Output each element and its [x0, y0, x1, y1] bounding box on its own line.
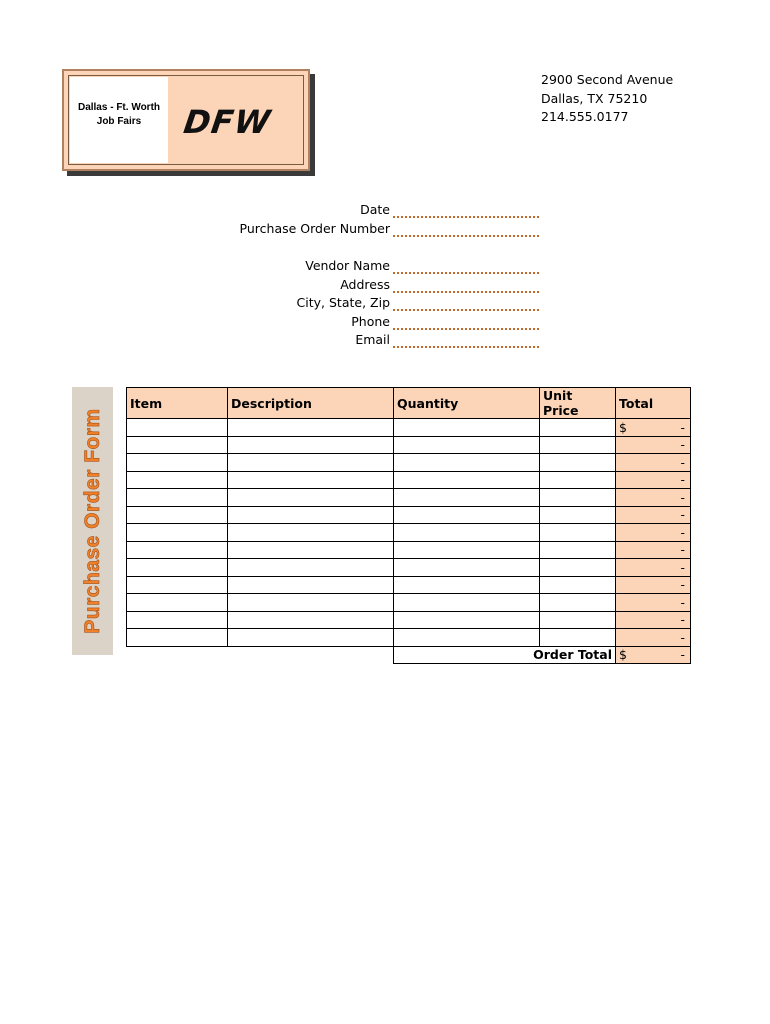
- row-total-value: -: [680, 454, 685, 470]
- order-total-value: -: [680, 647, 685, 663]
- description-cell[interactable]: [228, 454, 394, 472]
- company-name-line1: Dallas - Ft. Worth: [77, 102, 161, 113]
- table-row: [127, 454, 691, 472]
- quantity-cell[interactable]: [394, 436, 540, 454]
- phone-label: Phone: [351, 314, 390, 329]
- total-cell: [616, 524, 691, 542]
- table-row: [127, 576, 691, 594]
- row-total-value: -: [680, 419, 685, 435]
- quantity-cell[interactable]: [394, 524, 540, 542]
- unit-price-cell[interactable]: [540, 629, 616, 647]
- row-total-value: -: [680, 577, 685, 593]
- unit-price-cell[interactable]: [540, 559, 616, 577]
- item-cell[interactable]: [127, 576, 228, 594]
- date-label: Date: [360, 202, 390, 217]
- description-cell[interactable]: [228, 489, 394, 507]
- vendor-name-label: Vendor Name: [305, 258, 390, 273]
- email-label: Email: [355, 332, 390, 347]
- item-cell[interactable]: [127, 419, 228, 437]
- address-field[interactable]: [393, 291, 539, 293]
- order-total-cell: [616, 646, 691, 664]
- quantity-cell[interactable]: [394, 541, 540, 559]
- header-quantity: Quantity: [394, 388, 540, 419]
- row-total-value: -: [680, 437, 685, 453]
- form-title: Purchase Order Form: [80, 408, 104, 634]
- total-cell: [616, 541, 691, 559]
- total-cell: [616, 471, 691, 489]
- row-total-value: -: [680, 629, 685, 645]
- description-cell[interactable]: [228, 524, 394, 542]
- address-label: Address: [340, 277, 390, 292]
- header-description: Description: [228, 388, 394, 419]
- item-cell[interactable]: [127, 559, 228, 577]
- description-cell[interactable]: [228, 419, 394, 437]
- quantity-cell[interactable]: [394, 471, 540, 489]
- item-cell[interactable]: [127, 471, 228, 489]
- item-cell[interactable]: [127, 454, 228, 472]
- table-row: [127, 489, 691, 507]
- date-field[interactable]: [393, 216, 539, 218]
- description-cell[interactable]: [228, 436, 394, 454]
- blank-cell: [127, 646, 228, 664]
- description-cell[interactable]: [228, 629, 394, 647]
- header-total: Total: [616, 388, 691, 419]
- table-row: [127, 471, 691, 489]
- quantity-cell[interactable]: [394, 629, 540, 647]
- description-cell[interactable]: [228, 541, 394, 559]
- order-total-row: [127, 646, 691, 664]
- quantity-cell[interactable]: [394, 454, 540, 472]
- total-cell: [616, 436, 691, 454]
- table-row: [127, 559, 691, 577]
- table-row: [127, 436, 691, 454]
- quantity-cell[interactable]: [394, 506, 540, 524]
- company-name: [74, 101, 164, 129]
- form-title-banner: [72, 387, 113, 655]
- total-cell: [616, 419, 691, 437]
- table-row: [127, 541, 691, 559]
- description-cell[interactable]: [228, 576, 394, 594]
- unit-price-cell[interactable]: [540, 506, 616, 524]
- unit-price-cell[interactable]: [540, 541, 616, 559]
- table-row: [127, 506, 691, 524]
- currency-symbol: $: [619, 647, 627, 663]
- company-address: [541, 71, 673, 127]
- table-header-row: [127, 388, 691, 419]
- unit-price-cell[interactable]: [540, 454, 616, 472]
- quantity-cell[interactable]: [394, 489, 540, 507]
- city-state-zip-field[interactable]: [393, 309, 539, 311]
- item-cell[interactable]: [127, 541, 228, 559]
- vendor-name-field[interactable]: [393, 272, 539, 274]
- currency-symbol: $: [619, 419, 627, 435]
- row-total-value: -: [680, 472, 685, 488]
- quantity-cell[interactable]: [394, 576, 540, 594]
- item-cell[interactable]: [127, 594, 228, 612]
- table-row: [127, 629, 691, 647]
- company-name-line2: Job Fairs: [96, 116, 142, 127]
- quantity-cell[interactable]: [394, 594, 540, 612]
- unit-price-cell[interactable]: [540, 471, 616, 489]
- total-cell: [616, 629, 691, 647]
- total-cell: [616, 489, 691, 507]
- row-total-value: -: [680, 542, 685, 558]
- company-phone: 214.555.0177: [541, 109, 629, 124]
- item-cell[interactable]: [127, 489, 228, 507]
- quantity-cell[interactable]: [394, 559, 540, 577]
- table-row: [127, 419, 691, 437]
- total-cell: [616, 559, 691, 577]
- phone-field[interactable]: [393, 328, 539, 330]
- unit-price-cell[interactable]: [540, 576, 616, 594]
- row-total-value: -: [680, 612, 685, 628]
- table-row: [127, 524, 691, 542]
- logo-mark: DFW: [181, 103, 274, 141]
- order-total-label: Order Total: [394, 646, 616, 664]
- description-cell[interactable]: [228, 471, 394, 489]
- item-cell[interactable]: [127, 506, 228, 524]
- total-cell: [616, 576, 691, 594]
- quantity-cell[interactable]: [394, 419, 540, 437]
- quantity-cell[interactable]: [394, 611, 540, 629]
- description-cell[interactable]: [228, 594, 394, 612]
- description-cell[interactable]: [228, 506, 394, 524]
- header-unit-price: Unit Price: [540, 388, 616, 419]
- company-logo: [62, 69, 310, 171]
- table-row: [127, 611, 691, 629]
- order-table: [126, 387, 691, 664]
- unit-price-cell[interactable]: [540, 594, 616, 612]
- item-cell[interactable]: [127, 611, 228, 629]
- total-cell: [616, 611, 691, 629]
- unit-price-cell[interactable]: [540, 611, 616, 629]
- row-total-value: -: [680, 507, 685, 523]
- item-cell[interactable]: [127, 436, 228, 454]
- unit-price-cell[interactable]: [540, 436, 616, 454]
- po-number-label: Purchase Order Number: [239, 221, 390, 236]
- total-cell: [616, 454, 691, 472]
- city-state-zip-label: City, State, Zip: [296, 295, 390, 310]
- row-total-value: -: [680, 594, 685, 610]
- unit-price-cell[interactable]: [540, 524, 616, 542]
- table-row: [127, 594, 691, 612]
- total-cell: [616, 594, 691, 612]
- row-total-value: -: [680, 559, 685, 575]
- row-total-value: -: [680, 524, 685, 540]
- email-field[interactable]: [393, 346, 539, 348]
- description-cell[interactable]: [228, 559, 394, 577]
- blank-cell: [228, 646, 394, 664]
- unit-price-cell[interactable]: [540, 419, 616, 437]
- item-cell[interactable]: [127, 629, 228, 647]
- po-number-field[interactable]: [393, 235, 539, 237]
- description-cell[interactable]: [228, 611, 394, 629]
- row-total-value: -: [680, 489, 685, 505]
- header-item: Item: [127, 388, 228, 419]
- address-line2: Dallas, TX 75210: [541, 90, 648, 106]
- unit-price-cell[interactable]: [540, 489, 616, 507]
- address-line1: 2900 Second Avenue: [541, 72, 674, 87]
- item-cell[interactable]: [127, 524, 228, 542]
- total-cell: [616, 506, 691, 524]
